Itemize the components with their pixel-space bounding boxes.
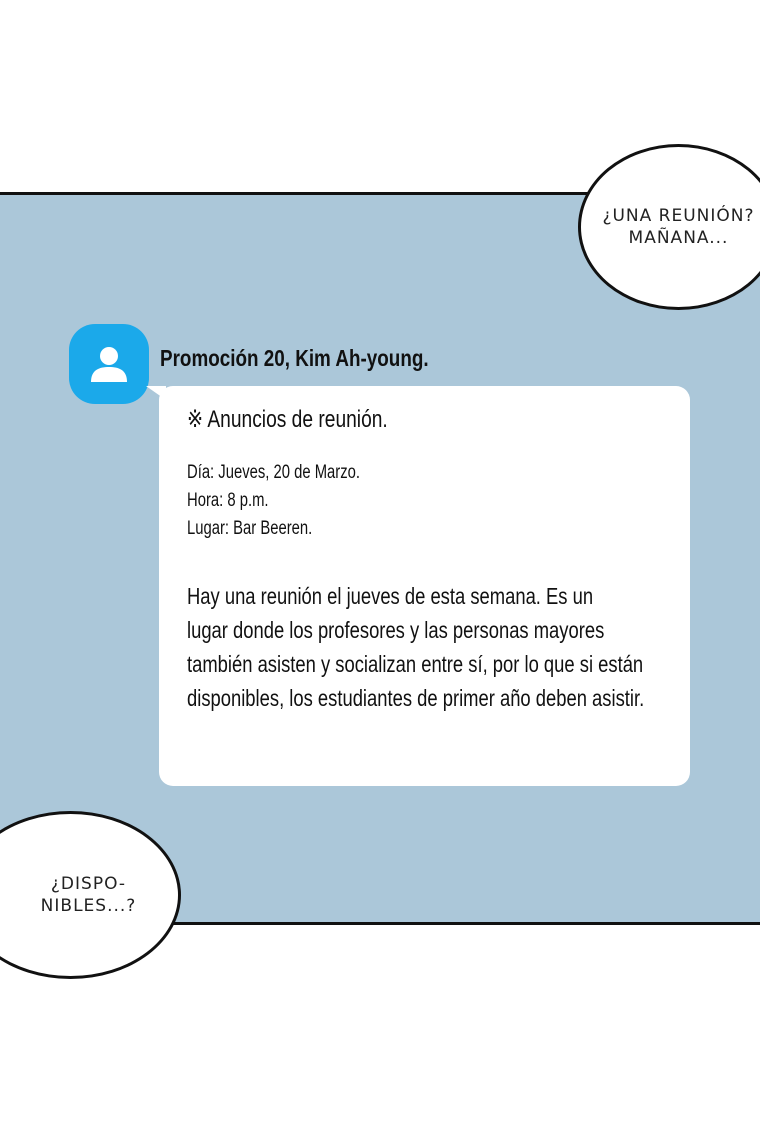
message-body-line: también asisten y socializan entre sí, por lo que si están bbox=[187, 651, 644, 677]
speech-line: ¿UNA REUNIÓN? bbox=[602, 206, 755, 226]
detail-day: Día: Jueves, 20 de Marzo. bbox=[187, 462, 360, 483]
message-body-line: lugar donde los profesores y las personas mayores bbox=[187, 617, 605, 643]
user-silhouette-icon bbox=[89, 344, 129, 384]
speech-line: ¿DISPO- bbox=[50, 874, 127, 894]
message-body-line: disponibles, los estudiantes de primer año deben asistir. bbox=[187, 685, 645, 711]
detail-place: Lugar: Bar Beeren. bbox=[187, 518, 313, 539]
sender-name: Promoción 20, Kim Ah-young. bbox=[160, 345, 429, 371]
speech-line: NIBLES...? bbox=[40, 896, 137, 916]
avatar bbox=[69, 324, 149, 404]
message-body-line: Hay una reunión el jueves de esta semana. Es un bbox=[187, 583, 594, 609]
message-title: ※ Anuncios de reunión. bbox=[187, 406, 388, 433]
detail-time: Hora: 8 p.m. bbox=[187, 490, 269, 511]
speech-line: MAÑANA... bbox=[628, 228, 729, 248]
